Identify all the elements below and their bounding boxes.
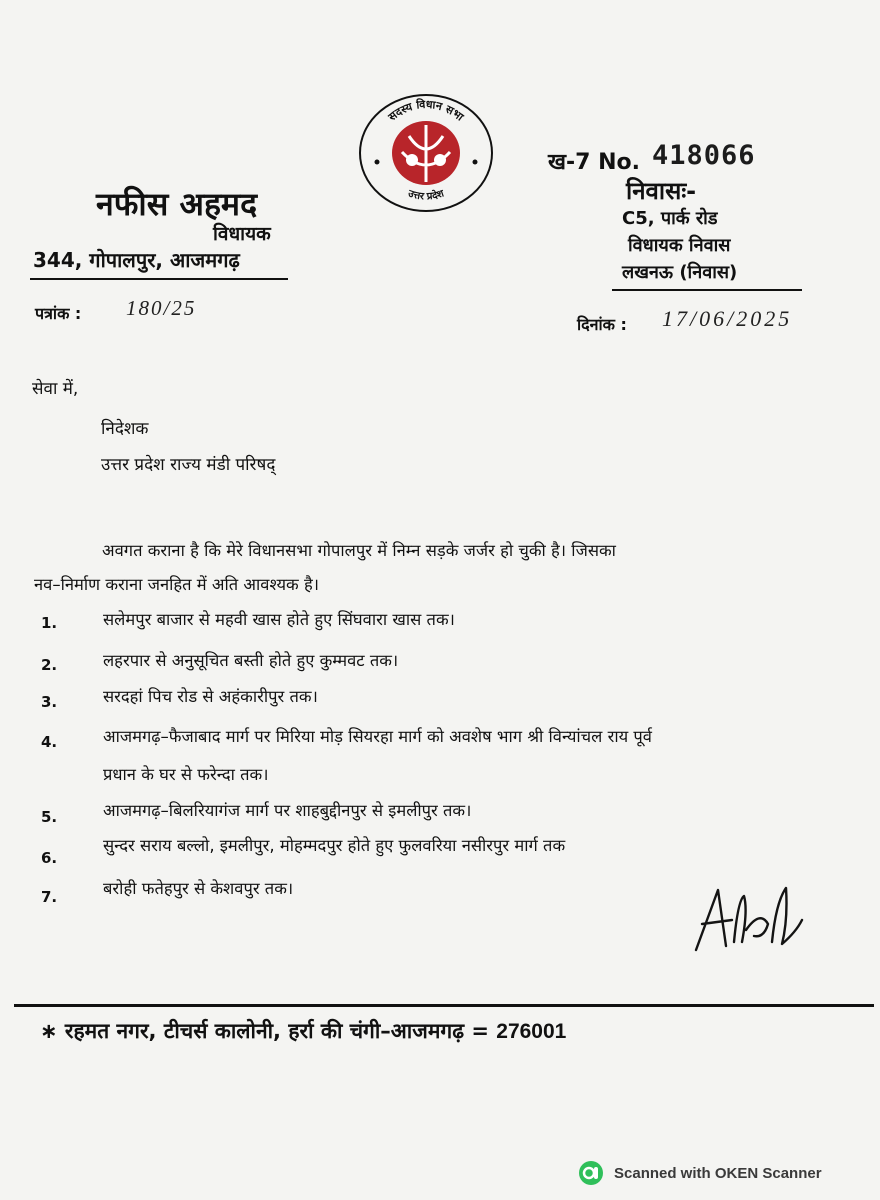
date-label: दिनांक : bbox=[577, 315, 627, 334]
svg-text:उत्तर प्रदेश bbox=[406, 188, 447, 203]
oken-logo-icon bbox=[578, 1160, 604, 1186]
ref-value: 180/25 bbox=[126, 296, 197, 320]
scanner-watermark bbox=[578, 1160, 822, 1186]
footer-address bbox=[40, 1017, 566, 1045]
list-item-number: 6. bbox=[41, 849, 58, 867]
recipient-title: निदेशक bbox=[101, 419, 149, 439]
sender-designation: विधायक bbox=[213, 223, 271, 245]
list-item-number: 2. bbox=[41, 656, 58, 674]
list-item-text: आजमगढ़–बिलरियागंज मार्ग पर शाहबुद्दीनपुर से इमलीपुर तक। bbox=[103, 801, 472, 820]
residence-line: लखनऊ (निवास) bbox=[622, 262, 738, 283]
sender-address: 344, गोपालपुर, आजमगढ़ bbox=[33, 248, 240, 272]
seal-bottom-text: उत्तर प्रदेश bbox=[406, 188, 446, 203]
list-item-number: 1. bbox=[41, 614, 58, 632]
recipient-org: उत्तर प्रदेश राज्य मंडी परिषद् bbox=[101, 455, 276, 475]
residence-divider bbox=[612, 289, 802, 291]
assembly-seal-emblem bbox=[357, 92, 495, 214]
residence-line: C5, पार्क रोड bbox=[622, 208, 718, 229]
ref-label: पत्रांक : bbox=[35, 304, 82, 323]
body-paragraph-line: अवगत कराना है कि मेरे विधानसभा गोपालपुर में निम्न सड़के जर्जर हो चुकी है। जिसका bbox=[102, 541, 616, 560]
salutation: सेवा में, bbox=[32, 379, 79, 399]
list-item-number: 7. bbox=[41, 888, 58, 906]
list-item-text: लहरपार से अनुसूचित बस्ती होते हुए कुम्मवट तक। bbox=[103, 651, 399, 670]
footer-pincode: 276001 bbox=[496, 1020, 567, 1043]
list-item-number: 3. bbox=[41, 693, 58, 711]
list-item-text: सलेमपुर बाजार से महवी खास होते हुए सिंघवारा खास तक। bbox=[103, 610, 455, 629]
sender-name: नफीस अहमद bbox=[96, 185, 258, 223]
residence-heading: निवासः- bbox=[626, 177, 697, 205]
serial-number: 418066 bbox=[652, 140, 756, 171]
list-item-text: आजमगढ़–फैजाबाद मार्ग पर मिरिया मोड़ सियरहा मार्ग को अवशेष भाग श्री विन्यांचल राय पूर्व bbox=[103, 727, 652, 746]
list-item-text: सरदहां पिच रोड से अहंकारीपुर तक। bbox=[103, 687, 318, 706]
watermark-text: Scanned with OKEN Scanner bbox=[614, 1164, 822, 1182]
footer-divider bbox=[14, 1004, 874, 1007]
date-value: 17/06/2025 bbox=[662, 306, 793, 331]
address-divider bbox=[30, 278, 288, 280]
list-item-text: बरोही फतेहपुर से केशवपुर तक। bbox=[103, 879, 294, 898]
list-item-number: 5. bbox=[41, 808, 58, 826]
serial-label: ख-7 No. bbox=[548, 150, 640, 175]
handwritten-signature bbox=[688, 880, 808, 960]
body-paragraph-line: नव–निर्माण कराना जनहित में अति आवश्यक है। bbox=[34, 575, 319, 594]
list-item-text: सुन्दर सराय बल्लो, इमलीपुर, मोहम्मदपुर होते हुए फुलवरिया नसीरपुर मार्ग तक bbox=[103, 836, 566, 855]
list-item-number: 4. bbox=[41, 733, 58, 751]
footer-address-text: ∗ रहमत नगर, टीचर्स कालोनी, हर्रा की चंगी–आजमगढ़ = bbox=[40, 1019, 497, 1043]
residence-line: विधायक निवास bbox=[628, 235, 731, 256]
seal-top-text: सदस्य विधान सभा bbox=[385, 97, 467, 124]
list-item-text: प्रधान के घर से फरेन्दा तक। bbox=[103, 765, 269, 784]
